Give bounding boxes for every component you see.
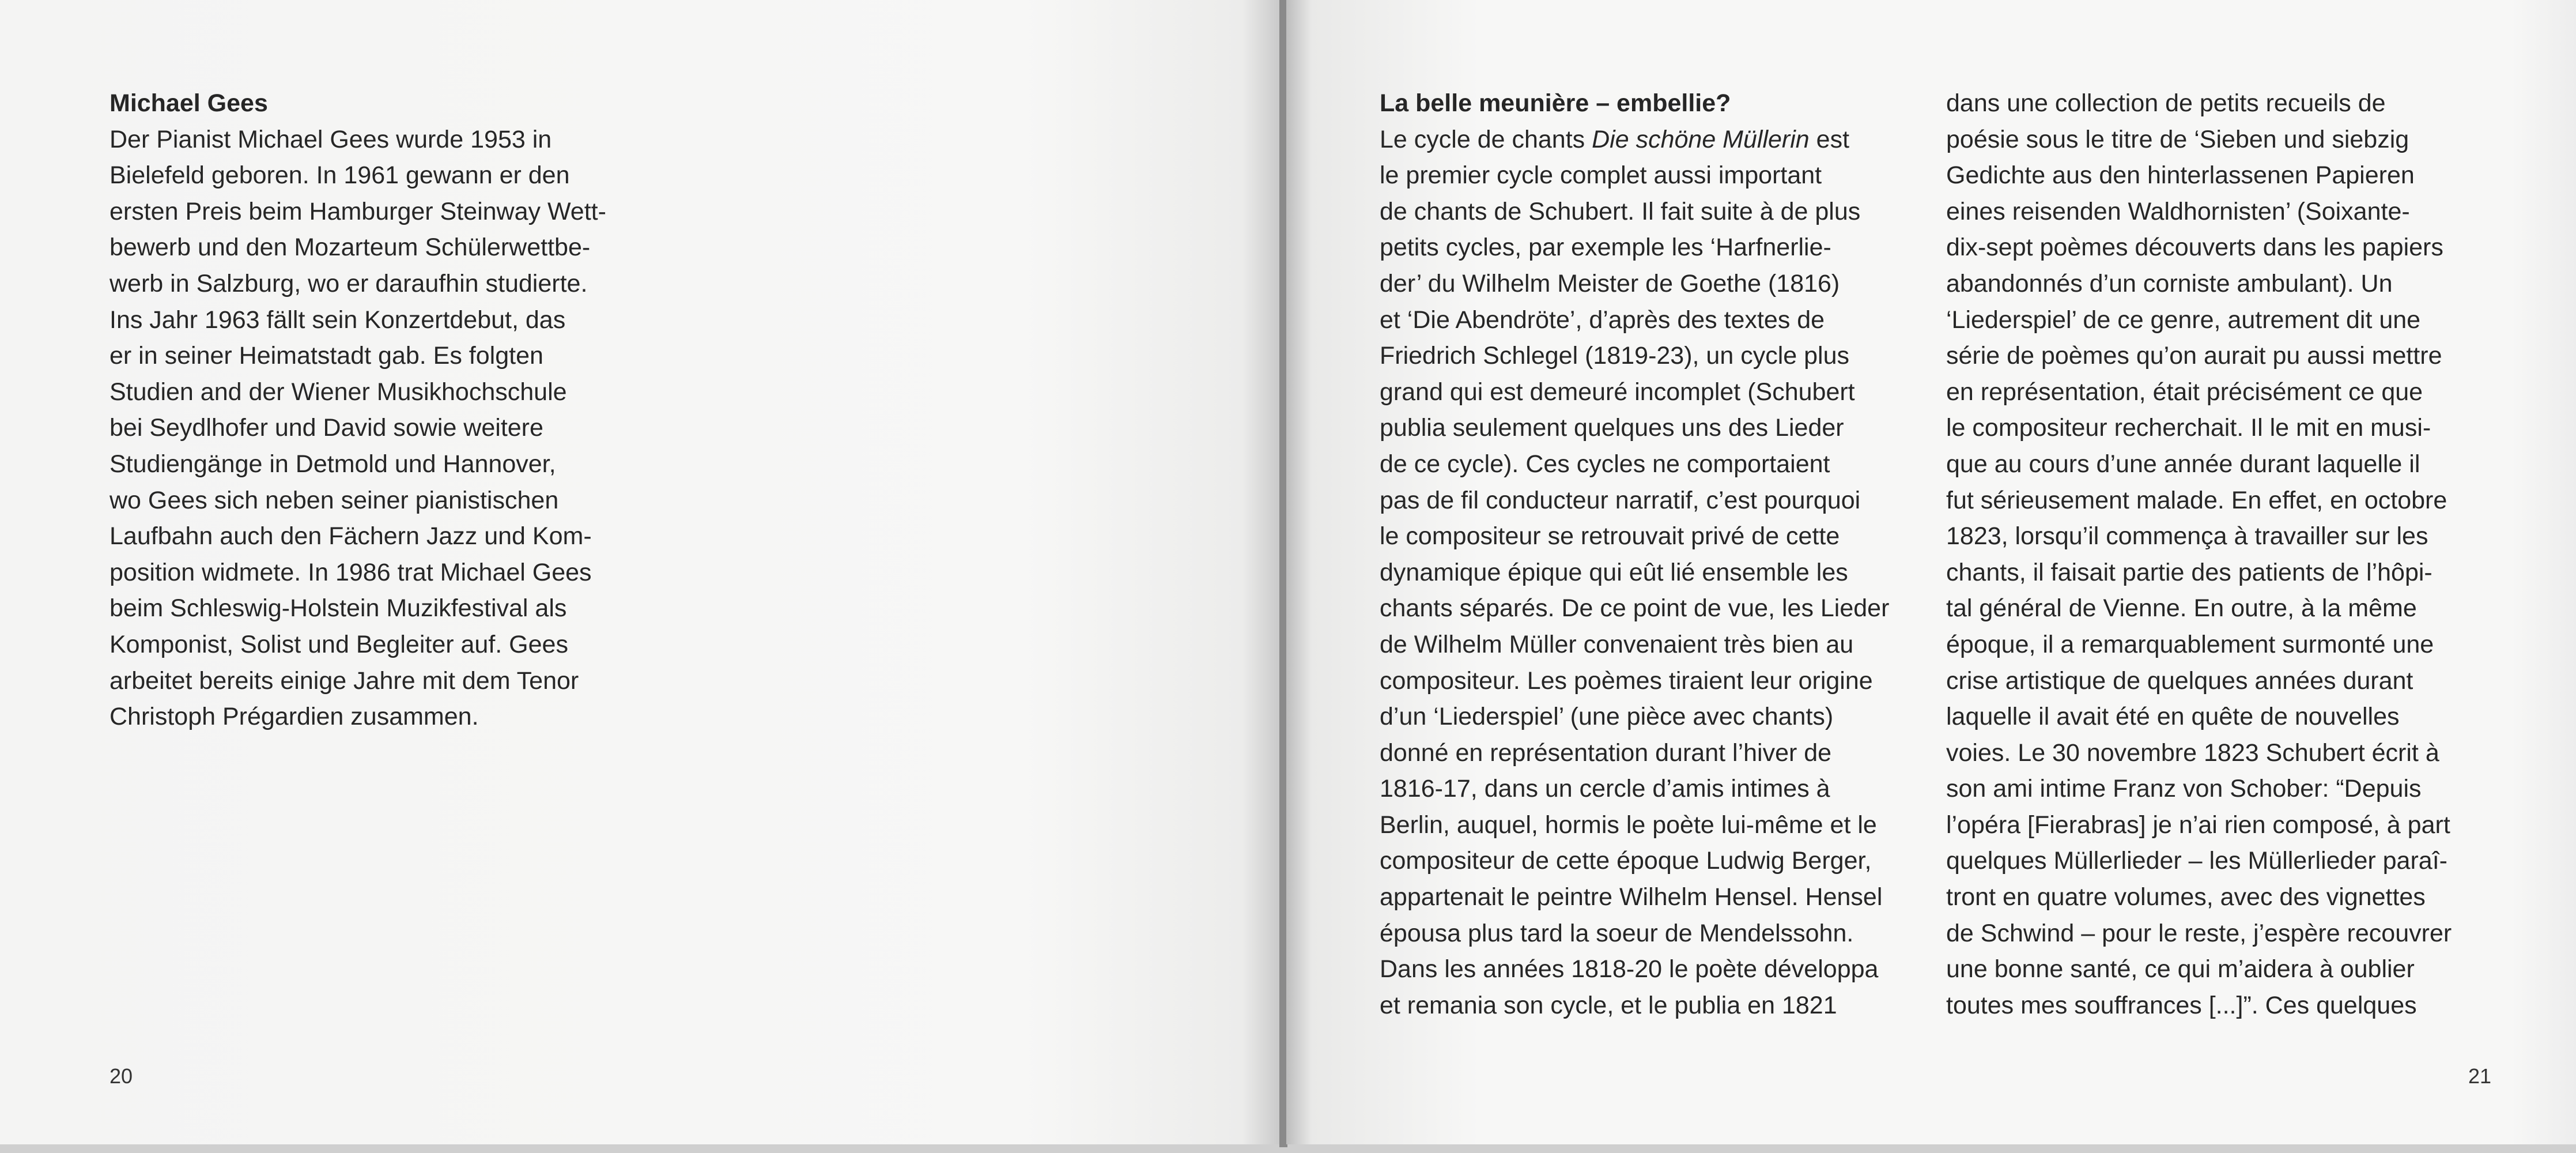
text-line: beim Schleswig-Holstein Muzikfestival als	[109, 594, 567, 623]
text-line: ‘Liederspiel’ de ce genre, autrement dit une	[1946, 306, 2421, 334]
text-line: Dans les années 1818-20 le poète développa	[1380, 955, 1879, 984]
text-line: l’opéra [Fierabras] je n’ai rien composé, à part	[1946, 811, 2450, 839]
text-line: fut sérieusement malade. En effet, en octobre	[1946, 486, 2447, 514]
text-line: le premier cycle complet aussi important	[1380, 161, 1822, 190]
right-text-column-2	[1946, 85, 2452, 1023]
text-line: de chants de Schubert. Il fait suite à de plus	[1380, 197, 1861, 225]
text-line: série de poèmes qu’on aurait pu aussi mettre	[1946, 342, 2442, 370]
text-line: eines reisenden Waldhornisten’ (Soixante-	[1946, 197, 2410, 225]
text-line: voies. Le 30 novembre 1823 Schubert écrit à	[1946, 738, 2439, 767]
text-line: Der Pianist Michael Gees wurde 1953 in	[109, 125, 552, 153]
text-line: werb in Salzburg, wo er daraufhin studierte.	[109, 269, 588, 297]
text-line: Studiengänge in Detmold und Hannover,	[109, 450, 556, 478]
text-line: Friedrich Schlegel (1819-23), un cycle plus	[1380, 342, 1850, 370]
text-line: Ins Jahr 1963 fällt sein Konzertdebut, das	[109, 306, 566, 334]
text-line: toutes mes souffrances [...]”. Ces quelques	[1946, 991, 2417, 1019]
text-line: en représentation, était précisément ce que	[1946, 378, 2423, 406]
text-line: grand qui est demeuré incomplet (Schubert	[1380, 378, 1855, 406]
text-line: tal général de Vienne. En outre, à la même	[1946, 594, 2417, 623]
text-line: publia seulement quelques uns des Lieder	[1380, 414, 1844, 442]
text-line: époque, il a remarquablement surmonté une	[1946, 630, 2434, 658]
text-line: Studien and der Wiener Musikhochschule	[109, 378, 567, 406]
text-line: wo Gees sich neben seiner pianistischen	[109, 486, 559, 514]
text-line: d’un ‘Liederspiel’ (une pièce avec chants)	[1380, 703, 1834, 731]
text-line	[1380, 122, 1889, 158]
section-heading: Michael Gees	[109, 89, 268, 117]
text-line: dans une collection de petits recueils de	[1946, 89, 2386, 117]
right-text-column-1	[1380, 85, 1889, 1023]
text-line: position widmete. In 1986 trat Michael Gees	[109, 558, 592, 586]
text-line: er in seiner Heimatstadt gab. Es folgten	[109, 342, 543, 370]
section-heading: La belle meunière – embellie?	[1380, 89, 1731, 117]
text-line: Komponist, Solist und Begleiter auf. Gees	[109, 630, 568, 658]
text-line: et ‘Die Abendröte’, d’après des textes de	[1380, 306, 1825, 334]
text-line: chants séparés. De ce point de vue, les Lieder	[1380, 594, 1890, 623]
text-line: petits cycles, par exemple les ‘Harfnerlie-	[1380, 233, 1831, 262]
text-line: chants, il faisait partie des patients de l’hôpi-	[1946, 558, 2433, 586]
text-line: appartenait le peintre Wilhelm Hensel. Hensel	[1380, 883, 1883, 911]
text-line: abandonnés d’un corniste ambulant). Un	[1946, 269, 2393, 297]
text-line: Berlin, auquel, hormis le poète lui-même et le	[1380, 811, 1877, 839]
text-line: tront en quatre volumes, avec des vignettes	[1946, 883, 2426, 911]
text-line: de Wilhelm Müller convenaient très bien au	[1380, 630, 1854, 658]
text-line: 1823, lorsqu’il commença à travailler sur les	[1946, 522, 2428, 551]
text-line: Bielefeld geboren. In 1961 gewann er den	[109, 161, 570, 190]
left-page	[0, 0, 1281, 1144]
text-line: de Schwind – pour le reste, j’espère recouvrer	[1946, 919, 2452, 947]
text-segment: Le cycle de chants	[1380, 125, 1592, 153]
text-line: 1816-17, dans un cercle d’amis intimes à	[1380, 775, 1830, 803]
text-line: Laufbahn auch den Fächern Jazz und Kom-	[109, 522, 592, 551]
text-segment: est	[1809, 125, 1850, 153]
text-line: bei Seydlhofer und David sowie weitere	[109, 414, 543, 442]
left-text-column	[109, 85, 606, 735]
text-line: son ami intime Franz von Schober: “Depuis	[1946, 775, 2422, 803]
text-line: que au cours d’une année durant laquelle il	[1946, 450, 2420, 478]
work-title: Die schöne Müllerin	[1592, 125, 1810, 153]
text-line: dynamique épique qui eût lié ensemble les	[1380, 558, 1848, 586]
text-line: compositeur de cette époque Ludwig Berger,	[1380, 847, 1872, 875]
text-line: le compositeur se retrouvait privé de cette	[1380, 522, 1840, 551]
text-line: le compositeur recherchait. Il le mit en musi-	[1946, 414, 2431, 442]
text-line: de ce cycle). Ces cycles ne comportaient	[1380, 450, 1830, 478]
page-number: 21	[2468, 1064, 2492, 1088]
text-line: arbeitet bereits einige Jahre mit dem Tenor	[109, 666, 579, 695]
text-line: une bonne santé, ce qui m’aidera à oublier	[1946, 955, 2415, 984]
text-line: dix-sept poèmes découverts dans les papiers	[1946, 233, 2443, 262]
text-line: der’ du Wilhelm Meister de Goethe (1816)	[1380, 269, 1840, 297]
text-line: ersten Preis beim Hamburger Steinway Wett-	[109, 197, 606, 225]
text-line: Gedichte aus den hinterlassenen Papieren	[1946, 161, 2415, 190]
page-number: 20	[109, 1064, 133, 1088]
text-line: compositeur. Les poèmes tiraient leur origine	[1380, 666, 1873, 695]
text-line: pas de fil conducteur narratif, c’est pourquoi	[1380, 486, 1861, 514]
text-line: quelques Müllerlieder – les Müllerlieder paraî-	[1946, 847, 2447, 875]
text-line: et remania son cycle, et le publia en 1821	[1380, 991, 1837, 1019]
text-line: donné en représentation durant l’hiver de	[1380, 738, 1832, 767]
text-line: laquelle il avait été en quête de nouvelles	[1946, 703, 2400, 731]
text-line: bewerb und den Mozarteum Schülerwettbe-	[109, 233, 591, 262]
text-line: épousa plus tard la soeur de Mendelssohn.	[1380, 919, 1854, 947]
text-line: crise artistique de quelques années durant	[1946, 666, 2413, 695]
text-line: Christoph Prégardien zusammen.	[109, 703, 479, 731]
text-line: poésie sous le titre de ‘Sieben und siebzig	[1946, 125, 2409, 153]
